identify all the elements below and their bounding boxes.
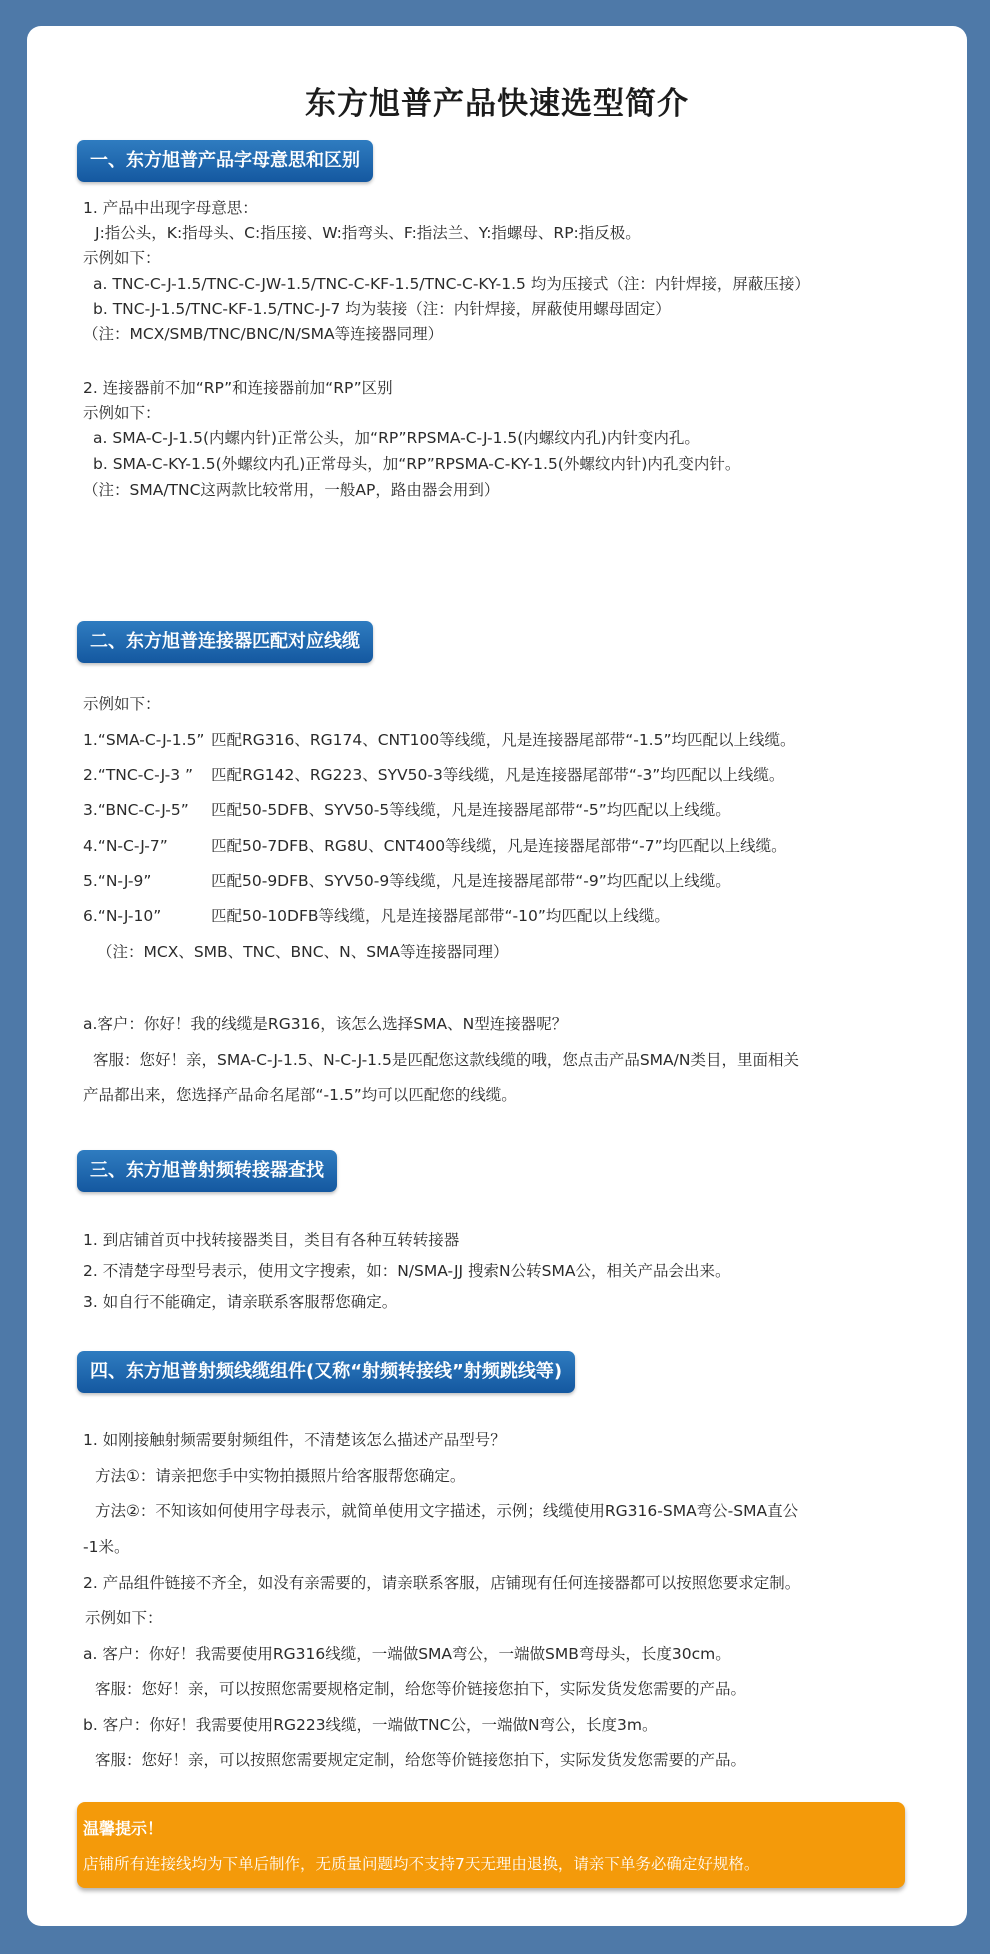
example-connector: 1.“SMA-C-J-1.5” — [83, 731, 205, 749]
text-line: 1. 产品中出现字母意思： — [83, 199, 258, 217]
text-line: （注：MCX、SMB、TNC、BNC、N、SMA等连接器同理） — [97, 943, 509, 961]
example-text: 匹配50-9DFB、SYV50-9等线缆，凡是连接器尾部带“-9”均匹配以上线缆。 — [211, 872, 731, 890]
text-line: b. SMA-C-KY-1.5(外螺纹内孔)正常母头，加“RP”RPSMA-C-KY-1.5(外螺纹内针)内孔变内针。 — [93, 455, 741, 473]
text-line: J:指公头，K:指母头、C:指压接、W:指弯头、F:指法兰、Y:指螺母、RP:指反极。 — [95, 224, 641, 242]
match-example — [83, 763, 784, 787]
example-text: 匹配50-5DFB、SYV50-5等线缆，凡是连接器尾部带“-5”均匹配以上线缆。 — [211, 801, 731, 819]
example-text: 匹配50-10DFB等线缆，凡是连接器尾部带“-10”均匹配以上线缆。 — [211, 907, 670, 925]
match-example — [83, 904, 670, 928]
example-connector: 5.“N-J-9” — [83, 872, 152, 890]
example-connector: 2.“TNC-C-J-3 ” — [83, 766, 194, 784]
example-connector: 4.“N-C-J-7” — [83, 837, 168, 855]
text-line: a. 客户：你好！我需要使用RG316线缆，一端做SMA弯公，一端做SMB弯母头，长度30cm。 — [83, 1645, 731, 1663]
text-line: b. TNC-J-1.5/TNC-KF-1.5/TNC-J-7 均为装接（注：内针焊接，屏蔽使用螺母固定） — [93, 300, 671, 318]
text-line: 2. 不清楚字母型号表示，使用文字搜索，如：N/SMA-JJ 搜索N公转SMA公，相关产品会出来。 — [83, 1262, 731, 1280]
page-title: 东方旭普产品快速选型简介 — [305, 86, 689, 122]
text-line: -1米。 — [83, 1538, 130, 1556]
text-line: b. 客户：你好！我需要使用RG223线缆，一端做TNC公，一端做N弯公，长度3m。 — [83, 1716, 658, 1734]
notice-box — [77, 1802, 905, 1888]
text-line: 1. 到店铺首页中找转接器类目，类目有各种互转转接器 — [83, 1231, 460, 1249]
example-connector: 6.“N-J-10” — [83, 907, 162, 925]
text-line: 3. 如自行不能确定，请亲联系客服帮您确定。 — [83, 1293, 398, 1311]
notice-text: 店铺所有连接线均为下单后制作，无质量问题均不支持7天无理由退换，请亲下单务必确定好规格。 — [83, 1855, 760, 1873]
text-line: a. SMA-C-J-1.5(内螺内针)正常公头，加“RP”RPSMA-C-J-1.5(内螺纹内孔)内针变内孔。 — [93, 429, 700, 447]
text-line: 方法①：请亲把您手中实物拍摄照片给客服帮您确定。 — [95, 1467, 466, 1485]
text-line: 2. 连接器前不加“RP”和连接器前加“RP”区别 — [83, 379, 393, 397]
text-line: 1. 如刚接触射频需要射频组件，不清楚该怎么描述产品型号？ — [83, 1431, 506, 1449]
notice-title: 温馨提示！ — [83, 1819, 164, 1838]
section-header-cable-match: 二、东方旭普连接器匹配对应线缆 — [77, 621, 373, 663]
text-line: a. TNC-C-J-1.5/TNC-C-JW-1.5/TNC-C-KF-1.5/TNC-C-KY-1.5 均为压接式（注：内针焊接，屏蔽压接） — [93, 275, 810, 293]
dialog-line: a.客户：你好！我的线缆是RG316，该怎么选择SMA、N型连接器呢？ — [83, 1015, 568, 1033]
example-text: 匹配RG316、RG174、CNT100等线缆，凡是连接器尾部带“-1.5”均匹配以上线缆。 — [211, 731, 796, 749]
text-line: 客服：您好！亲，可以按照您需要规定定制，给您等价链接您拍下，实际发货发您需要的产品。 — [95, 1751, 747, 1769]
match-example — [83, 869, 731, 893]
text-line: 示例如下： — [83, 404, 161, 422]
section-header-cable-assembly: 四、东方旭普射频线缆组件(又称“射频转接线”射频跳线等) — [77, 1351, 575, 1393]
text-line: 方法②：不知该如何使用字母表示，就简单使用文字描述，示例；线缆使用RG316-SMA弯公-SMA直公 — [95, 1502, 799, 1520]
text-line: 示例如下： — [85, 1609, 163, 1627]
match-example — [83, 728, 796, 752]
section-header-letters: 一、东方旭普产品字母意思和区别 — [77, 140, 373, 182]
text-line: （注：SMA/TNC这两款比较常用，一般AP，路由器会用到） — [83, 481, 500, 499]
example-text: 匹配50-7DFB、RG8U、CNT400等线缆，凡是连接器尾部带“-7”均匹配以上线缆。 — [211, 837, 787, 855]
match-example — [83, 834, 787, 858]
dialog-line: 产品都出来，您选择产品命名尾部“-1.5”均可以匹配您的线缆。 — [83, 1086, 517, 1104]
text-line: 示例如下： — [83, 249, 161, 267]
dialog-line: 客服：您好！亲，SMA-C-J-1.5、N-C-J-1.5是匹配您这款线缆的哦，您点击产品SMA/N类目，里面相关 — [93, 1051, 799, 1069]
example-connector: 3.“BNC-C-J-5” — [83, 801, 189, 819]
match-example — [83, 798, 731, 822]
content-card — [27, 26, 967, 1926]
text-line: 2. 产品组件链接不齐全，如没有亲需要的，请亲联系客服，店铺现有任何连接器都可以按照您要求定制。 — [83, 1574, 801, 1592]
example-text: 匹配RG142、RG223、SYV50-3等线缆，凡是连接器尾部带“-3”均匹配以上线缆。 — [211, 766, 785, 784]
text-line: 示例如下： — [83, 695, 161, 713]
text-line: 客服：您好！亲，可以按照您需要规格定制，给您等价链接您拍下，实际发货发您需要的产品。 — [95, 1680, 747, 1698]
text-line: （注：MCX/SMB/TNC/BNC/N/SMA等连接器同理） — [83, 325, 444, 343]
section-header-adapter-search: 三、东方旭普射频转接器查找 — [77, 1150, 337, 1192]
